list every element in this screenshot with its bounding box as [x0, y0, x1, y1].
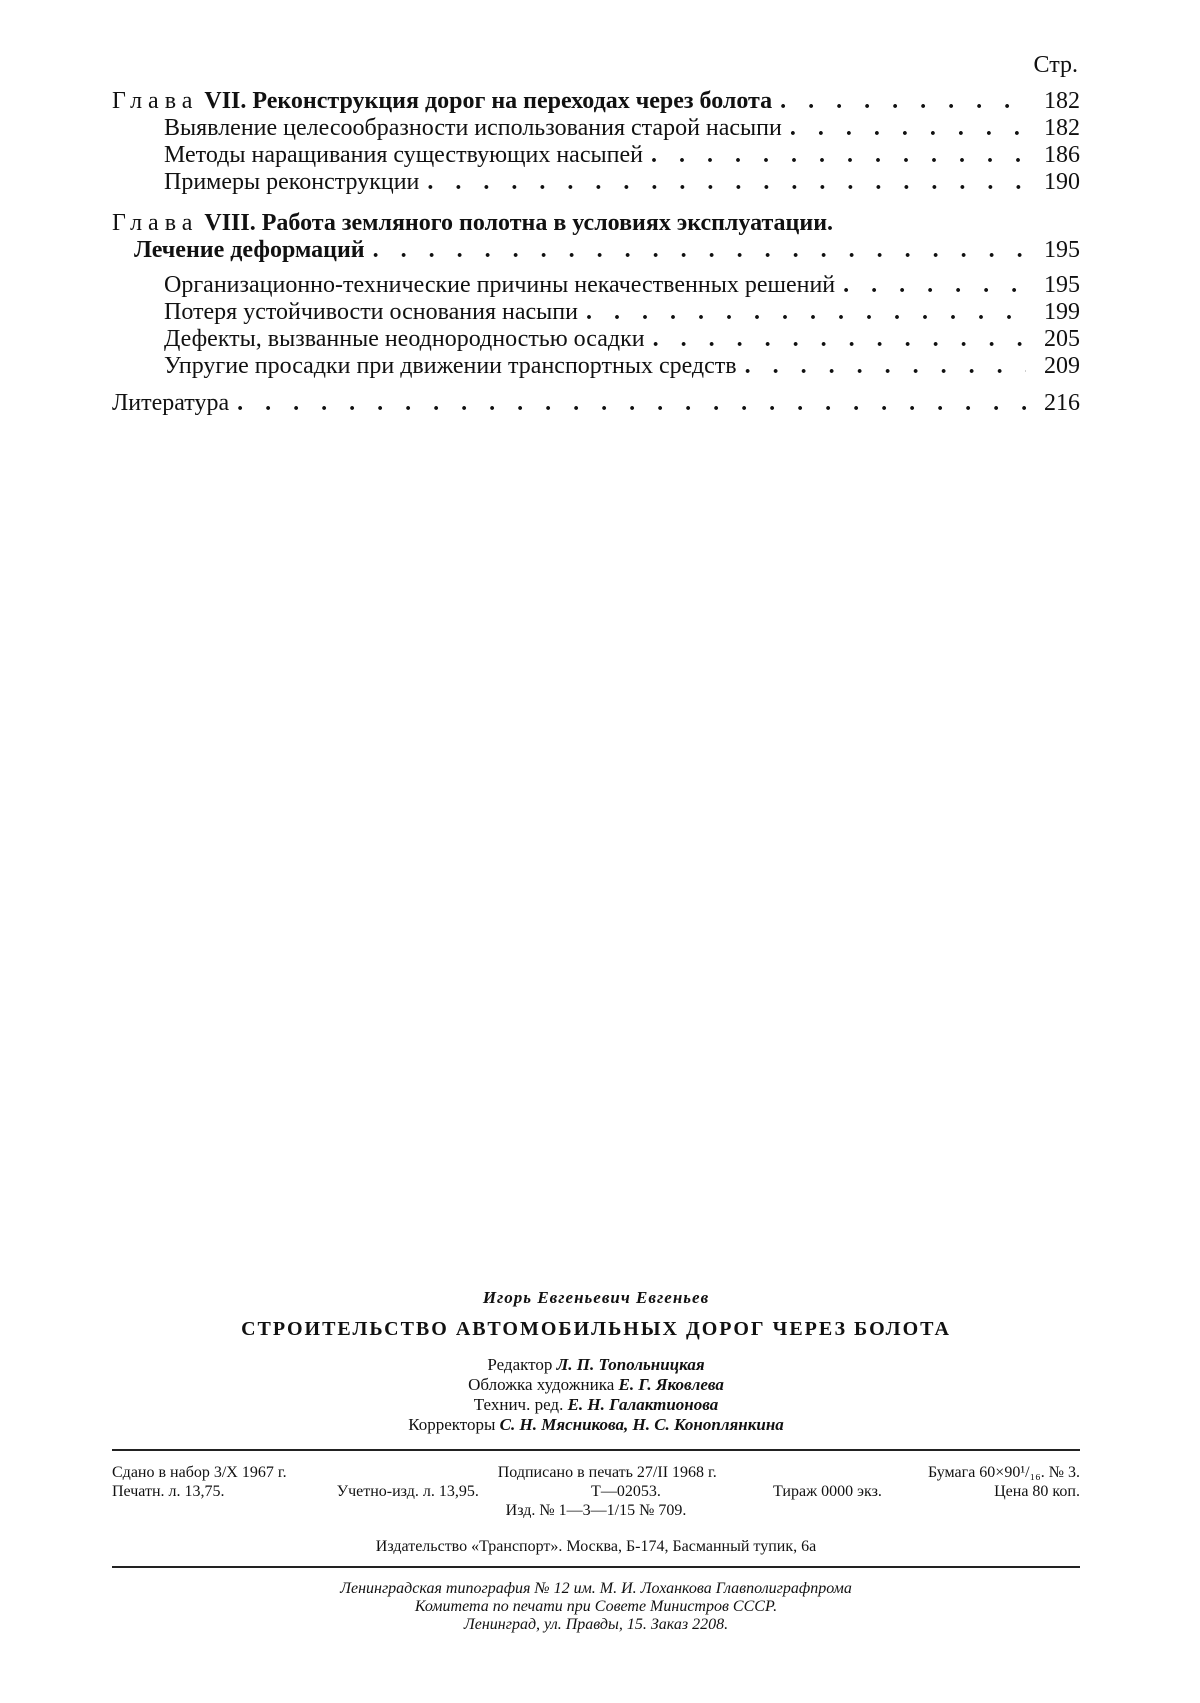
pub-line — [112, 1501, 1080, 1520]
chapter-title-line1: VIII. Работа земляного полотна в условиях эксплуатации. — [204, 210, 834, 236]
page-column-header: Стр. — [1033, 52, 1078, 78]
toc-section — [112, 299, 1080, 326]
pub-field: Учетно-изд. л. 13,95. — [336, 1483, 479, 1500]
credit-name: С. Н. Мясникова, Н. С. Коноплянкина — [499, 1415, 784, 1434]
page-number: 205 — [1044, 326, 1080, 352]
chapter-title-line2: Лечение деформаций — [134, 237, 365, 263]
pub-field: Цена 80 коп. — [994, 1483, 1080, 1500]
pub-field: Сдано в набор 3/X 1967 г. — [112, 1464, 287, 1481]
printer-info — [112, 1580, 1080, 1634]
divider — [112, 1566, 1080, 1568]
pub-line — [112, 1482, 1080, 1501]
pub-field: Бумага 60×90¹/₁₆. № 3. — [927, 1464, 1080, 1481]
pub-field: Изд. № 1—3—1/15 № 709. — [505, 1502, 687, 1519]
page-number: 216 — [1044, 390, 1080, 416]
credit-line — [112, 1355, 1080, 1375]
credit-line — [112, 1415, 1080, 1435]
credits — [112, 1355, 1080, 1435]
credit-role: Технич. ред. — [473, 1395, 564, 1414]
table-of-contents — [112, 52, 1080, 417]
page-number: 195 — [1044, 237, 1080, 263]
credit-role: Корректоры — [408, 1415, 496, 1434]
credit-name: Е. Г. Яковлева — [618, 1375, 724, 1394]
credit-line — [112, 1395, 1080, 1415]
chapter-prefix: Глава — [112, 210, 199, 236]
credit-role: Редактор — [487, 1355, 553, 1374]
page-number: 190 — [1044, 169, 1080, 195]
dot-leader — [373, 237, 1026, 264]
dot-leader — [843, 272, 1026, 299]
divider — [112, 1449, 1080, 1451]
section-label: Потеря устойчивости основания насыпи — [164, 299, 578, 325]
toc-section — [112, 169, 1080, 196]
pub-field: Подписано в печать 27/II 1968 г. — [497, 1464, 717, 1481]
credit-name: Л. П. Топольницкая — [556, 1355, 705, 1374]
credit-line — [112, 1375, 1080, 1395]
dot-leader — [745, 353, 1026, 380]
pub-field: Т—02053. — [591, 1483, 661, 1500]
page-number: 182 — [1044, 115, 1080, 141]
toc-chapter-7 — [112, 88, 1080, 115]
toc-section — [112, 326, 1080, 353]
section-label: Дефекты, вызванные неоднородностью осадки — [164, 326, 645, 352]
toc-chapter-8 — [112, 210, 1080, 264]
dot-leader — [651, 142, 1026, 169]
pub-field: Печатн. л. 13,75. — [112, 1483, 225, 1500]
dot-leader — [586, 299, 1026, 326]
chapter-title: VII. Реконструкция дорог на переходах через болота — [204, 88, 773, 114]
dot-leader — [790, 115, 1026, 142]
printer-line: Комитета по печати при Совете Министров СССР. — [414, 1598, 778, 1615]
page-number: 186 — [1044, 142, 1080, 168]
toc-literature — [112, 390, 1080, 417]
dot-leader — [237, 390, 1026, 417]
printer-line: Ленинград, ул. Правды, 15. Заказ 2208. — [463, 1616, 729, 1633]
section-label: Выявление целесообразности использования старой насыпи — [164, 115, 782, 141]
section-label: Упругие просадки при движении транспортных средств — [164, 353, 737, 379]
page-number: 209 — [1044, 353, 1080, 379]
dot-leader — [653, 326, 1026, 353]
section-label: Методы наращивания существующих насыпей — [164, 142, 643, 168]
book-title: СТРОИТЕЛЬСТВО АВТОМОБИЛЬНЫХ ДОРОГ ЧЕРЕЗ БОЛОТА — [241, 1318, 951, 1340]
author-name: Игорь Евгеньевич Евгеньев — [482, 1288, 710, 1307]
page-number: 195 — [1044, 272, 1080, 298]
chapter-prefix: Глава — [112, 88, 199, 114]
section-label: Организационно-технические причины некачественных решений — [164, 272, 836, 298]
credit-role: Обложка художника — [468, 1375, 615, 1394]
toc-section — [112, 353, 1080, 380]
toc-section — [112, 272, 1080, 299]
dot-leader — [427, 169, 1026, 196]
publication-info — [112, 1463, 1080, 1520]
section-label: Примеры реконструкции — [164, 169, 420, 195]
toc-section — [112, 142, 1080, 169]
toc-section — [112, 115, 1080, 142]
imprint — [112, 1288, 1080, 1634]
literature-label: Литература — [112, 390, 230, 416]
dot-leader — [780, 88, 1026, 115]
pub-field: Тираж 0000 экз. — [773, 1483, 882, 1500]
printer-line: Ленинградская типография № 12 им. М. И. Лоханкова Главполиграфпрома — [340, 1580, 852, 1597]
page-number: 182 — [1044, 88, 1080, 114]
credit-name: Е. Н. Галактионова — [567, 1395, 719, 1414]
pub-line — [112, 1463, 1080, 1482]
publisher-line: Издательство «Транспорт». Москва, Б-174, Басманный тупик, 6а — [375, 1538, 817, 1555]
page-number: 199 — [1044, 299, 1080, 325]
